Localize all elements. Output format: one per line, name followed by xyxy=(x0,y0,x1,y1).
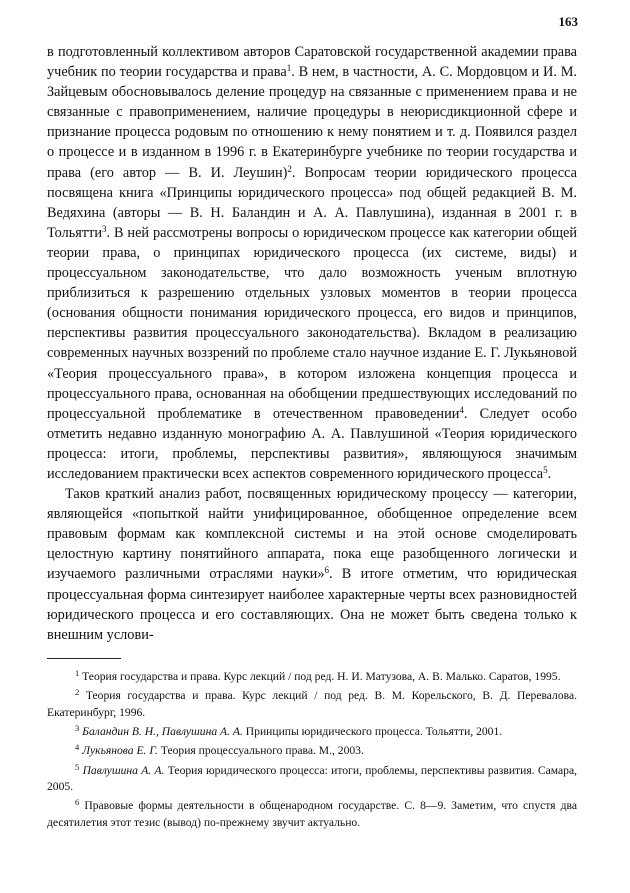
footnote-ref: 2 xyxy=(287,163,292,174)
footnote xyxy=(47,724,577,740)
text-run: . Вопросам теории юридического процесса посвящена книга «Принципы юридического процесса» под общей редакцией В. М. Ведяхина (авторы — В. Н. Баландин и А. А. Павлушина), изданная в 2001 г. в Тольятти xyxy=(47,164,577,241)
footnote-number: 1 xyxy=(75,668,80,678)
footnote-number: 2 xyxy=(75,687,80,698)
footnote-number: 4 xyxy=(75,742,80,753)
footnote-number: 6 xyxy=(75,797,80,808)
footnote-text: Правовые формы деятельности в общенародном государстве. С. 8—9. Заметим, что спустя два десятилетия этот тезис (вывод) по-прежнему звучит актуально. xyxy=(47,799,577,829)
body-text xyxy=(47,42,577,645)
footnote xyxy=(47,743,577,759)
footnote xyxy=(47,669,577,685)
page-number: 163 xyxy=(558,14,578,29)
footnote-author: Павлушина А. А. xyxy=(82,763,165,777)
paragraph xyxy=(47,42,577,484)
footnote-text: Теория процессуального права. М., 2003. xyxy=(157,744,364,758)
text-run: Таков краткий анализ работ, посвященных юридическому процессу — категории, являющейся «попыткой найти унифицированное, обобщенное определение всем правовым формам как комплексной системы и на этой основе смоделировать целостную картину понятийного аппарата, пока еще разобщенного логически и изучаемого различными отраслями науки» xyxy=(47,486,577,583)
footnote-ref: 4 xyxy=(459,404,464,415)
footnote xyxy=(47,688,577,720)
text-run: . Следует особо отметить недавно изданную монографию А. А. Павлушиной «Теория юридического процесса: итоги, проблемы, перспективы развития», являющуюся значимым исследованием практически всех аспектов современного юридического процесса xyxy=(47,405,577,482)
footnote-ref: 6 xyxy=(324,565,329,576)
text-run: . В ней рассмотрены вопросы о юридическом процессе как категории общей теории права, о принципах юридического процесса (их системе, виды) и процессуальном законодательстве, что дало возможность ученым вплотную приблизиться к разрешению отдельных узловых моментов в теории процесса (основания общности понимания юридического процесса, его видов и принципов, перспективы развития процессуального законодательства). Вкладом в реализацию современных научных воззрений по проблеме стало научное издание Е. Г. Лукьяновой «Теория процессуального права», в котором изложена концепция процесса и процессуального права, основанная на обобщении предшествующих исследований по процессуальной проблематике в отечественном правоведении xyxy=(47,224,577,422)
footnote-ref: 5 xyxy=(543,464,548,475)
footnote-number: 3 xyxy=(75,722,80,733)
footnote xyxy=(47,798,577,830)
footnote-author: Лукьянова Е. Г. xyxy=(82,744,158,758)
footnote-ref: 1 xyxy=(286,63,292,74)
footnote-ref: 3 xyxy=(102,223,107,234)
footnote-text: Принципы юридического процесса. Тольятти, 2001. xyxy=(242,724,503,738)
text-run: . В итоге отметим, что юридическая процессуальная форма синтезирует наиболее характерные черты всех разновидностей юридического процесса и его составляющих. Она не может быть сведена только к внешним услови- xyxy=(47,566,577,643)
footnote-text: Теория юридического процесса: итоги, проблемы, перспективы развития. Самара, 2005. xyxy=(47,763,577,793)
footnote xyxy=(47,763,577,795)
footnote-number: 5 xyxy=(75,761,80,772)
footnote-text: Теория государства и права. Курс лекций / под ред. Н. И. Матузова, А. В. Малько. Саратов, 1995. xyxy=(82,670,561,683)
paragraph xyxy=(47,484,577,645)
text-run: . xyxy=(547,465,552,482)
footnote-divider xyxy=(47,658,121,659)
footnote-author: Баландин В. Н., Павлушина А. А. xyxy=(82,724,243,738)
footnotes xyxy=(47,669,577,834)
footnote-text: Теория государства и права. Курс лекций / под ред. В. М. Корельского, В. Д. Перевалова. Екатеринбург, 1996. xyxy=(47,689,577,719)
text-run: в подготовленный коллективом авторов Саратовской государственной академии права учебник по теории государства и права xyxy=(47,44,577,81)
text-run: . В нем, в частности, А. С. Мордовцом и И. М. Зайцевым обосновывалось деление процедур на связанные с применением права и не связанные с правоприменением, наличие процедуры в неюрисдикционной сфере и признание процесса родовым по отношению к нему понятием и т. д. Появился раздел о процессе и в изданном в 1996 г. в Екатеринбурге учебнике по теории государства и права (его автор — В. И. Леушин) xyxy=(47,64,577,181)
